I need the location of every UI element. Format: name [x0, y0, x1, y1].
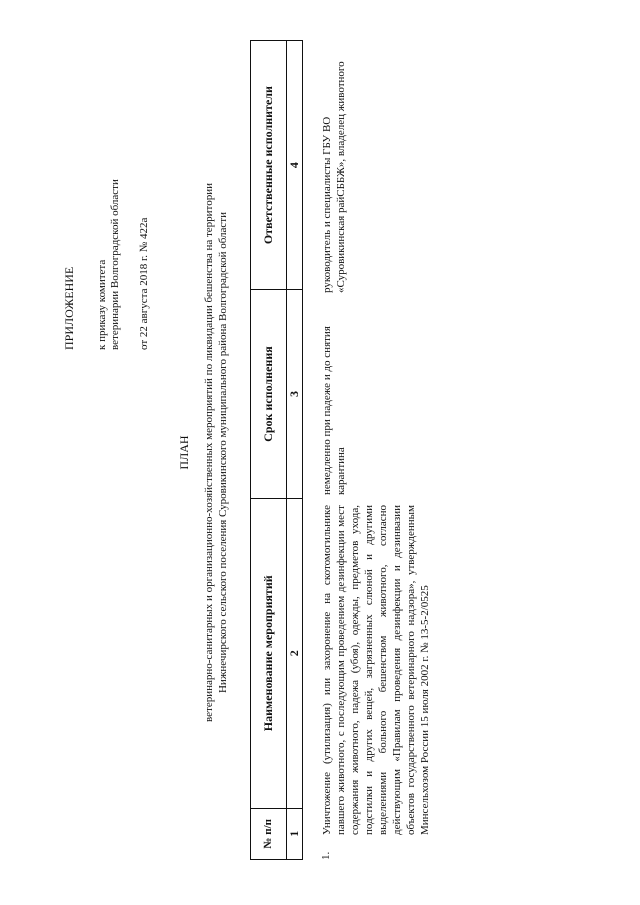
column-number: 4: [287, 41, 303, 290]
header-num: № п/п: [251, 808, 287, 859]
plan-subtitle-2: Нижнечирского сельского поселения Суровикинского муниципального района Волгоградской области: [217, 211, 229, 694]
row-1-name: Уничтожение (утилизация) или захоронение на скотомогильнике павшего животного, с последующим проведением дезинфекции мест содержания животного, падежа (убоя), одежды, предметов ухода, подстилки и других вещей, загрязненных слюной и другими выделениями больного бешенством животного, согласно действующим «Правилам проведения дезинфекции и дезинвазии объектов государственного ветеринарного надзора», утвержденным Минсельхозом России 15 июля 2002 г. № 13-5-2/0525: [321, 505, 431, 835]
appendix-line-1: к приказу комитета: [96, 259, 108, 350]
appendix-title: ПРИЛОЖЕНИЕ: [62, 266, 76, 350]
column-number: 2: [287, 498, 303, 808]
column-number: 3: [287, 290, 303, 499]
header-deadline: Срок исполнения: [251, 290, 287, 499]
header-name: Наименование мероприятий: [251, 498, 287, 808]
table-header-row: [251, 41, 287, 860]
appendix-date: от 22 августа 2018 г. № 422а: [138, 217, 150, 350]
column-number-row: [287, 41, 303, 860]
appendix-line-2: ветеринарии Волгоградской области: [109, 179, 121, 350]
row-1-responsible: руководитель и специалисты ГБУ ВО «Суровикинская райСББЖ», владелец животного: [321, 61, 347, 293]
row-1-deadline: немедленно при падеже и до снятия карантина: [321, 326, 347, 495]
plan-subtitle-1: ветеринарно-санитарных и организационно-хозяйственных мероприятий по ликвидации бешенства на территории: [203, 183, 215, 722]
plan-table: [250, 40, 303, 860]
row-1-num: 1.: [320, 851, 332, 860]
header-responsible: Ответственные исполнители: [251, 41, 287, 290]
plan-heading: ПЛАН: [177, 435, 191, 470]
column-number: 1: [287, 808, 303, 859]
